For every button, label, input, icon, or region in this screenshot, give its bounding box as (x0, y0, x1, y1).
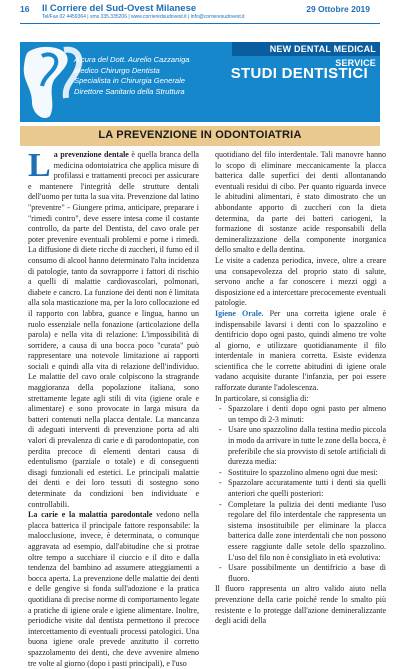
article-paragraph (28, 147, 199, 510)
article-paragraph: Le visite a cadenza periodica, invece, oltre a creare una consapevolezza del proprio stato di salute, servono anche a far conoscere i mezzi oggi a disposizione ed a intercettare precocemente eventuali patologie. (215, 255, 386, 308)
article-paragraph (28, 510, 199, 669)
section-banner (20, 42, 380, 122)
advice-list (215, 404, 386, 584)
article-column-right (215, 150, 386, 626)
advice-item: - Spazzolare i denti dopo ogni pasto per almeno un tempo di 2-3 minuti: (215, 404, 386, 425)
publication-date: 29 Ottobre 2019 (306, 4, 370, 14)
page-header (0, 0, 400, 40)
header-divider (20, 23, 380, 24)
credit-line: Direttore Sanitario della Struttura (74, 86, 185, 96)
page-number: 16 (20, 4, 30, 14)
lead-phrase: a prevenzione dentale (53, 150, 129, 159)
article-paragraph: quotidiano del filo interdentale. Tali manovre hanno lo scopo di eliminare meccanicamente la placca batterica dalle superfici dei denti allontanando eventuali residui di cibo. Per quanto riguarda invece le abitudini alimentari, è stato dimostrato che un abbondante apporto di zuccheri con la dieta determina, da parte dei batteri cariogeni, la formazione di sostanze acide responsabili della demineralizzazione della componente inorganica dello smalto e della dentina. (215, 150, 386, 255)
publication-contacts: Tel/Fax 02 4459364 | sms 335.335206 | www.corrieredsudovest.it | info@corrieresudovest.it (42, 14, 245, 20)
credit-line: Medico Chirurgo Dentista (74, 65, 160, 75)
lead-phrase: La carie e la malattia parodontale (28, 510, 153, 520)
advice-item: - Completare la pulizia dei denti mediante l'uso regolare del filo interdentale che rappresenta un sistema insostituibile per eliminare la placca batterica dalle zone interdentali che non possono essere raggiunte dalle setole dello spazzolino. L'uso del filo non è consigliato in età evolutiva: (215, 500, 386, 564)
article-column-left (28, 147, 199, 668)
subheading-igiene-orale: Igiene Orale. (215, 308, 264, 318)
paragraph-text: Per una corretta igiene orale è indispensabile lavarsi i denti con lo spazzolino e dentifricio dopo ogni pasto, quindi almeno tre volte al giorno, e utilizzare quotidianamente il filo interdentale in maniera corretta. Esiste evidenza scientifica che le corrette abitudini di igiene orale vadano acquisite durante l'infanzia, per poi essere rafforzate durante l'adolescenza. (215, 308, 386, 393)
advice-item: - Usare uno spazzolino dalla testina medio piccola in modo da arrivare in tutte le zone della bocca, è preferibile che sia provvisto di setole artificiali di durezza media: (215, 425, 386, 467)
service-name: NEW DENTAL MEDICAL SERVICE (232, 42, 380, 56)
article-paragraph (215, 309, 386, 394)
section-title: STUDI DENTISTICI (230, 65, 368, 82)
advice-item: - Spazzolare accuratamente tutti i denti sia quelli anteriori che quelli posteriori: (215, 478, 386, 499)
publication-name: Il Corriere del Sud-Ovest Milanese (42, 3, 197, 14)
article-paragraph: Il fluoro rappresenta un altro valido aiuto nella prevenzione della carie poiché rende lo smalto più resistente e lo protegge dall'azione demineralizzante degli acidi della (215, 584, 386, 626)
credit-line: Specialista in Chirurgia Generale (74, 76, 186, 86)
advice-item: - Sostituire lo spazzolino almeno ogni due mesi: (215, 468, 386, 479)
credit-line: A cura del Dott. Aurelio Cazzaniga (74, 55, 190, 64)
advice-intro: In particolare, si consiglia di: (215, 393, 309, 403)
paragraph-text: vedono nella placca batterica il principale fattore responsabile: la malocclusione, invece, è determinata, o comunque aggravata ad esempio, dall'abitudine che si protrae oltre tempo a succhiare il ciuccio e il dito e dalla tendenza del bambino ad assumere atteggiamenti a bocca aperta. La prevenzione delle malattie dei denti e delle gengive si fonda sull'adozione e la pratica quotidiana di precise norme di comportamento legate a pratiche di igiene orale e igiene alimentare. Inoltre, periodiche visite dal dentista permettono il precoce intercettamento di eventuali processi patologici. Una buona igiene orale prevede anzitutto il corretto spazzolamento dei denti, che deve avvenire almeno tre volte al giorno (dopo i pasti principali), e l'uso (28, 510, 199, 668)
author-credits (74, 55, 190, 97)
headline-bar (20, 126, 380, 146)
drop-cap: L (28, 147, 51, 184)
advice-item: - Usare possibilmente un dentifricio a base di fluoro. (215, 563, 386, 584)
article-headline: LA PREVENZIONE IN ODONTOIATRIA (98, 129, 302, 141)
paragraph-text: è quella branca della medicina odontoiatrica che applica misure di profilassi e trattamenti precoci per assicurare e mantenere l'integrità delle strutture dentali dell'uomo per tutta la sua vita. Prevenzione dal latino "preventre" - Giungere prima, anticipare, preparare i "rimedi contro", deve essere intesa come il costante controllo, da parte del Dentista, del cavo orale per poter prevenire eventuali problemi e porne i rimedi. La diffusione di diete ricche di zuccheri, il fumo ed il consumo di alcool hanno determinato l'alta incidenza di patologie, tanto da sovrapporre i fattori di rischio a quelli di malattie cardiovascolari, polmonari, diabete e cancro. La funzione dei denti non è limitata alla sola masticazione ma, per la loro collocazione ed il rapporto con labbra, guance e lingua, hanno un ruolo essenziale nella fonazione (articolazione della parola) e nella vita di relazione: L'impossibilità di sorridere, a causa di una bocca poco "curata" può rappresentare una notevole limitazione ai rapporti sociali e quindi alla vita di relazione dell'individuo. Le malattie del cavo orale colpiscono la stragrande maggioranza della popolazione italiana, sono strettamente legate agli stili di vita (igiene orale e alimentare) e sono provocate in larga misura da batteri contenuti nella placca dentale. La mancanza di adeguati interventi di prevenzione porta ad alti valori di prevalenza di carie e di parodontopatie, con perdita precoce di elementi dentari causa di edentulismo (parziale o totale) e di conseguenti disagi funzionali ed estetici. Le principali malattie dei denti e dei loro tessuti di sostegno sono determinate da condizioni ben individuate e controllabili. (28, 150, 199, 509)
